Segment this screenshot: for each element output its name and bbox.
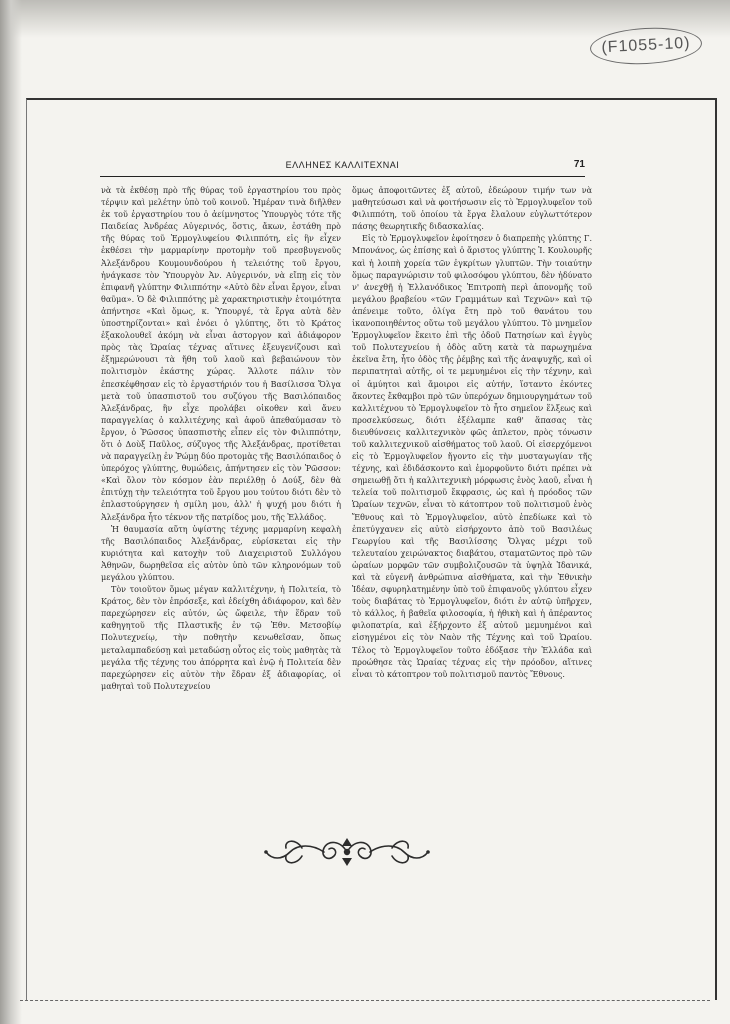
reference-mark: (F1055-10) [589, 25, 703, 67]
decorative-ornament-icon [262, 834, 432, 870]
paragraph: νὰ τὰ ἐκθέσῃ πρὸ τῆς θύρας τοῦ ἐργαστηρίου του πρὸς τέρψιν καὶ μελέτην ὑπὸ τοῦ κοινοῦ. Ἡμέραν τινὰ διῆλθεν ἐκ τοῦ ἐργαστηρίου του ὁ ἀείμνηστος Ὑπουργὸς τότε τῆς Παιδείας Ἀνδρέας Αὐγερινός, ὅστις, ἄκων, ἐστάθη πρὸ τῆς θύρας τοῦ Ἑρμογλυφείου Φιλιππότη, εἰς ἣν εἶχεν ἐκθέσει τὴν μαρμαρίνην προτομὴν τοῦ πρεσβυγενοῦς Ἀλεξάνδρου Κουμουνδούρου ἡ τελειότης τοῦ ἔργου, ἠνάγκασε τὸν Ὑπουργὸν Ἀν. Αὐγερινόν, νὰ εἴπῃ εἰς τὸν ἐπιφανῆ γλύπτην Φιλιππότην «Αὐτὸ δὲν εἶναι ἔργον, εἶναι θαῦμα». Ὁ δὲ Φιλιππότης μὲ χαρακτηριστικὴν ἑτοιμότητα ἀπήντησε «Καὶ ὅμως, κ. Ὑπουργέ, τὰ ἔργα αὐτὰ δὲν ὑποστηρίζονται» καὶ ἐνόει ὁ γλύπτης, ὅτι τὸ Κράτος ἐξακολουθεῖ ἀκόμη νὰ εἶναι ἀστοργον καὶ ἀδιάφορον πρὸς τὰς Ὡραίας τέχνας αἵτινες ἐξευγενίζουσι καὶ ἐξημερώνουσι τὰ ἤθη τοῦ λαοῦ καὶ βεβαιώνουν τὸν πολιτισμὸν ἑκάστης χώρας. Ἄλλοτε πάλιν τὸν ἐπεσκέφθησαν εἰς τὸ ἐργαστήριόν του ἡ Βασίλισσα Ὄλγα μετὰ τοῦ ὑπασπιστοῦ του συζύγου τῆς Βασιλόπαιδος Ἀλεξάνδρας, ἣν εἶχε προλάβει οἰκοθεν καὶ ἄνευ παραγγελίας ὁ καλλιτέχνης καὶ ἀφοῦ ἀπεθαύμασαν τὸ ἔργον, ὁ Ῥῶσσος ὑπασπιστὴς εἶπεν εἰς τὸν Φιλιππότην, ὅτι ὁ Δοὺξ Παῦλος, σύζυγος τῆς Ἀλεξάνδρας, προτίθεται νὰ παραγγείλῃ ἐν Ῥώμῃ δύο προτομὰς τῆς Βασιλόπαιδος ὁ ὑπερόχος γλύπτης, θυμώδεις, ἀπήντησεν εἰς τὸν Ῥῶσσον: «Καὶ ὅλον τὸν κόσμον ἐὰν περιέλθῃ ὁ Δούξ, δὲν θὰ ἐπιτύχῃ τὴν τελειότητα τοῦ ἔργου μου τούτου διότι δὲν τὸ ἐπλαστούργησεν ἡ σμίλη μου, ἀλλ' ἡ ψυχή μου διότι ἡ Ἀλεξάνδρα ἦτο τέκνον τῆς πατρίδος μου, τῆς Ἑλλάδος. [101, 186, 341, 522]
page-number: 71 [573, 159, 585, 170]
scan-left-shadow [0, 0, 22, 1024]
paragraph: Ἡ θαυμασία αὕτη ὑψίστης τέχνης μαρμαρίνη κεφαλὴ τῆς Βασιλόπαιδος Ἀλεξάνδρας, εὑρίσκεται εἰς τὴν κυριότητα καὶ κατοχὴν τοῦ Διαχειριστοῦ Συλλόγου Ἀθηνῶν, δωρηθεῖσα εἰς αὐτὸν ὑπὸ τῶν κληρονόμων τοῦ μεγάλου γλύπτου. [101, 524, 341, 582]
paragraph: Εἰς τὸ Ἑρμογλυφεῖον ἐφοίτησεν ὁ διαπρεπὴς γλύπτης Γ. Μπονάνος, ὡς ἐπίσης καὶ ὁ ἄριστος γλύπτης Ἰ. Κουλουρῆς καὶ ἡ λοιπὴ χορεία τῶν ἐγκρίτων γλυπτῶν. Τὴν τοιαύτην ὅμως παραγνώρισιν τοῦ φιλοσόφου γλύπτου, δὲν ἠδύνατο ν' ἀνεχθῇ ἡ Ἑλλανόδικος Ἐπιτροπὴ περὶ ἀπονομῆς τοῦ μεγάλου βραβείου «τῶν Γραμμάτων καὶ Τεχνῶν» καὶ τῷ ἀπένειμε τοῦτο, ὀλίγα ἔτη πρὸ τοῦ θανάτου του ἱκανοποιηθέντος οὕτω τοῦ μεγάλου γλύπτου. Τὸ μνημεῖον Ἑρμογλυφεῖον ἔκειτο ἐπὶ τῆς ὁδοῦ Πατησίων καὶ ἐγγὺς τοῦ Πολυτεχνείου ἡ ὁδὸς αὕτη κατὰ τὰ παρωχημένα ἐκεῖνα ἔτη, ἦτο ὁδὸς τῆς ῥέμβης καὶ τῆς ἀναψυχῆς, καὶ οἱ περιπατηταὶ αὐτῆς, οἱ τε μεμυημένοι εἰς τὴν τέχνην, καὶ οἱ ἀμύητοι καὶ ἄμοιροι εἰς αὐτήν, ἵσταντο ἑκόντες ἄκοντες ἔκθαμβοι πρὸ τῶν ὑπερόχων δημιουργημάτων τοῦ καλλιτέχνου τὸ Ἑρμογλυφεῖον τὸ ἦτο σημεῖον ἕλξεως καὶ προσελκύσεως, διότι ἐξέλαμπε καθ' ἅπασας τὰς διευθύνσεις καλλιτεχνικὸν φῶς ἀπλετον, πρὸς τόνωσιν τοῦ καλλιτεχνικοῦ αἰσθήματος τοῦ λαοῦ. Οἱ εἰσερχόμενοι εἰς τὸ Ἑρμογλυφεῖον ἤγοντο εἰς τὴν μυσταγωγίαν τῆς τέχνης, καὶ ἐδιδάσκοντο καὶ ἐμορφοῦντο διότι πρέπει νὰ σημειωθῇ ὅτι ἡ καλλιτεχνικὴ μόρφωσις ἑνὸς λαοῦ, εἶναι ἡ τελεία τοῦ πολιτισμοῦ ἔκφρασις, ὡς καὶ ἡ πρόοδος τῶν Ὡραίων τεχνῶν, εἶναι τὸ κάτοπτρον τοῦ πολιτισμοῦ ἑνὸς Ἔθνους καὶ τὸ Ἑρμογλυφεῖον, αὐτὸ ἐπεδίωκε καὶ τὸ ἐπετύγχανεν εἰς αὐτὸ εἰσήρχοντο ἀπὸ τοῦ Βασιλέως Γεωργίου καὶ τῆς Βασιλίσσης Ὄλγας μέχρι τοῦ τελευταίου χειρώνακτος διαβάτου, σταματῶντος πρὸ τῶν ὡραίων μορφῶν τῶν συμβολιζουσῶν τὰ ὑψηλὰ Ἰδανικά, καὶ τὰ εὐγενῆ ἀνθρώπινα αἰσθήματα, καὶ τὴν Ἐθνικὴν Ἰδέαν, σφυρηλατημένην ὑπὸ τοῦ ἐπιφανοῦς γλύπτου εἶχεν τοὺς διαβάτας τὸ Ἑρμογλυφεῖον, διότι ἐν αὐτῷ ὑπῆρχεν, τὸ κάλλος, ἡ βαθεῖα φιλοσοφία, ἡ ἠθικὴ καὶ ἡ ἀπέραντος φιλοπατρία, καὶ ἐξήρχοντο ἐξ αὐτοῦ μεμυημένοι καὶ εἰσηγμένοι εἰς τὸν Ναὸν τῆς Τέχνης καὶ τοῦ Ὡραίου. Τέλος τὸ Ἑρμογλυφεῖον τοῦτο ἐδόξασε τὴν Ἑλλάδα καὶ προώθησε τὰς Ὡραίας τέχνας εἰς τὴν πρόοδον, αἵτινες εἶναι τὸ κάτοπτρον τοῦ πολιτισμοῦ παντὸς Ἔθνους. [352, 234, 592, 679]
paragraph: ὅμως ἀποφοιτῶντες ἐξ αὐτοῦ, ἐδεώρουν τιμήν των νὰ μαθητεύσωσι καὶ νὰ φοιτήσωσιν εἰς τὸ Ἑρμογλυφεῖον τοῦ Φιλιππότη, τοῦ ὁποίου τὰ ἔργα ἔλαλουν εὐγλωττότερον πάσης θεωρητικῆς διδασκαλίας. [352, 186, 592, 232]
bottom-rule [20, 1000, 710, 1001]
paragraph: Τὸν τοιοῦτον ὅμως μέγαν καλλιτέχνην, ἡ Πολιτεία, τὸ Κράτος, δὲν τὸν ἐπρόσεξε, καὶ ἐδείχθη ἀδιάφορον, καὶ δὲν παρεχώρησεν εἰς αὐτόν, ὡς ὤφειλε, τὴν ἕδραν τοῦ καθηγητοῦ τῆς Πλαστικῆς ἐν τῷ Ἐθν. Μετσοβίῳ Πολυτεχνείῳ, τὴν ποθητὴν κενωθεῖσαν, ὅπως μεταλαμπαδεύσῃ καὶ μεταδώσῃ οὗτος εἰς τοὺς μαθητὰς τὰ μεγάλα τῆς τέχνης του ἀπόρρητα καὶ ἐνῷ ἡ Πολιτεία δὲν παρεχώρησεν εἰς αὐτὸν τὴν ἕδραν ἐξ ἀδιαφορίας, οἱ μαθηταὶ τοῦ Πολυτεχνείου [101, 585, 341, 691]
header-title: ΕΛΛΗΝΕΣ ΚΑΛΛΙΤΕΧΝΑΙ [285, 160, 400, 170]
left-column [101, 185, 341, 693]
running-header [100, 160, 585, 177]
right-column [352, 185, 592, 681]
